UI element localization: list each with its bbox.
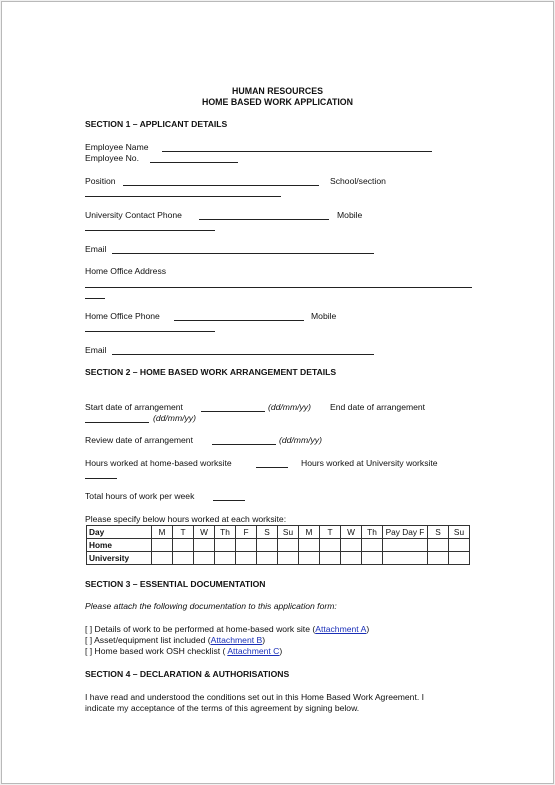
table-cell[interactable] xyxy=(341,539,362,552)
table-cell[interactable] xyxy=(257,539,278,552)
start-date-field[interactable] xyxy=(201,411,265,412)
table-header-cell: Su xyxy=(278,526,299,539)
school-section-field[interactable] xyxy=(85,196,281,197)
attachments-instruction: Please attach the following documentation to this application form: xyxy=(85,601,337,611)
total-hours-field[interactable] xyxy=(213,500,245,501)
table-header-cell: T xyxy=(173,526,194,539)
section2-heading: SECTION 2 – HOME BASED WORK ARRANGEMENT DETAILS xyxy=(85,367,337,377)
table-header-cell: F xyxy=(236,526,257,539)
table-header-cell: Day xyxy=(87,526,152,539)
mobile-label-2: Mobile xyxy=(311,311,337,321)
attachment-item-text: [ ] Details of work to be performed at home-based work site ( xyxy=(85,624,316,634)
home-office-phone-field[interactable] xyxy=(174,320,304,321)
table-cell[interactable] xyxy=(320,539,341,552)
attachment-item[interactable] xyxy=(85,646,282,656)
employee-name-label: Employee Name xyxy=(85,142,149,152)
table-cell[interactable] xyxy=(299,552,320,565)
table-cell[interactable] xyxy=(236,539,257,552)
doc-title-line1: HUMAN RESOURCES xyxy=(232,86,323,96)
hours-table-header-row xyxy=(87,526,470,539)
table-cell[interactable] xyxy=(173,539,194,552)
declaration-text-line1: I have read and understood the conditions set out in this Home Based Work Agreement. I xyxy=(85,692,425,702)
hours-home-label: Hours worked at home-based worksite xyxy=(85,458,232,468)
university-phone-field[interactable] xyxy=(199,219,329,220)
hours-university-field[interactable] xyxy=(85,478,117,479)
email-label-1: Email xyxy=(85,244,107,254)
table-cell[interactable] xyxy=(194,552,215,565)
position-field[interactable] xyxy=(123,185,319,186)
attachment-a-link[interactable]: Attachment A xyxy=(315,624,367,634)
table-cell[interactable] xyxy=(362,552,383,565)
home-office-address-field-cont[interactable] xyxy=(85,298,105,299)
table-cell[interactable] xyxy=(449,539,470,552)
declaration-text-line2: indicate my acceptance of the terms of this agreement by signing below. xyxy=(85,703,360,713)
table-header-cell: Pay Day F xyxy=(383,526,428,539)
attachment-item-text: [ ] Asset/equipment list included ( xyxy=(85,635,211,645)
position-label: Position xyxy=(85,176,116,186)
table-row xyxy=(87,552,470,565)
table-cell[interactable] xyxy=(299,539,320,552)
mobile-field-2[interactable] xyxy=(85,331,215,332)
review-date-field[interactable] xyxy=(212,444,276,445)
section1-heading: SECTION 1 – APPLICANT DETAILS xyxy=(85,119,228,129)
hours-university-label: Hours worked at University worksite xyxy=(301,458,438,468)
table-cell[interactable] xyxy=(236,552,257,565)
doc-title-line2: HOME BASED WORK APPLICATION xyxy=(201,97,353,107)
school-section-label: School/section xyxy=(330,176,386,186)
attachment-item[interactable] xyxy=(85,635,265,645)
table-header-cell: W xyxy=(194,526,215,539)
table-cell[interactable] xyxy=(341,552,362,565)
table-header-cell: S xyxy=(257,526,278,539)
employee-no-label: Employee No. xyxy=(85,153,139,163)
table-cell[interactable] xyxy=(278,539,299,552)
hours-table xyxy=(86,525,470,565)
table-row-label: Home xyxy=(87,539,152,552)
review-date-label: Review date of arrangement xyxy=(85,435,193,445)
section3-heading: SECTION 3 – ESSENTIAL DOCUMENTATION xyxy=(85,579,266,589)
total-hours-label: Total hours of work per week xyxy=(85,491,195,501)
start-date-label: Start date of arrangement xyxy=(85,402,183,412)
table-cell[interactable] xyxy=(194,539,215,552)
employee-no-field[interactable] xyxy=(150,162,238,163)
home-office-phone-label: Home Office Phone xyxy=(85,311,160,321)
table-header-cell: M xyxy=(299,526,320,539)
table-row-label: University xyxy=(87,552,152,565)
table-cell[interactable] xyxy=(173,552,194,565)
table-header-cell: S xyxy=(428,526,449,539)
employee-name-field[interactable] xyxy=(162,151,432,152)
email-field-1[interactable] xyxy=(112,253,374,254)
table-cell[interactable] xyxy=(449,552,470,565)
home-office-address-field[interactable] xyxy=(85,287,472,288)
start-date-format: (dd/mm/yy) xyxy=(268,402,311,412)
table-cell[interactable] xyxy=(152,539,173,552)
review-date-format: (dd/mm/yy) xyxy=(279,435,322,445)
university-phone-label: University Contact Phone xyxy=(85,210,182,220)
document-page xyxy=(1,1,554,784)
attachment-b-link[interactable]: Attachment B xyxy=(210,635,263,645)
end-date-field[interactable] xyxy=(85,422,149,423)
home-office-address-label: Home Office Address xyxy=(85,266,167,276)
table-cell[interactable] xyxy=(152,552,173,565)
table-header-cell: Th xyxy=(215,526,236,539)
table-cell[interactable] xyxy=(215,552,236,565)
end-date-format: (dd/mm/yy) xyxy=(153,413,196,423)
table-row xyxy=(87,539,470,552)
table-cell[interactable] xyxy=(278,552,299,565)
table-header-cell: T xyxy=(320,526,341,539)
table-cell[interactable] xyxy=(257,552,278,565)
attachment-item-suffix: ) xyxy=(279,646,283,656)
table-header-cell: Th xyxy=(362,526,383,539)
mobile-label-1: Mobile xyxy=(337,210,363,220)
table-cell[interactable] xyxy=(215,539,236,552)
email-label-2: Email xyxy=(85,345,107,355)
attachment-item[interactable] xyxy=(85,624,369,634)
mobile-field-1[interactable] xyxy=(85,230,215,231)
table-cell[interactable] xyxy=(428,539,449,552)
end-date-label: End date of arrangement xyxy=(330,402,426,412)
hours-table-intro: Please specify below hours worked at each worksite: xyxy=(85,514,287,524)
table-cell[interactable] xyxy=(320,552,341,565)
table-header-cell: M xyxy=(152,526,173,539)
table-header-cell: W xyxy=(341,526,362,539)
attachment-item-suffix: ) xyxy=(366,624,370,634)
email-field-2[interactable] xyxy=(112,354,374,355)
table-cell[interactable] xyxy=(428,552,449,565)
table-header-cell: Su xyxy=(449,526,470,539)
section4-heading: SECTION 4 – DECLARATION & AUTHORISATIONS xyxy=(85,669,290,679)
table-cell[interactable] xyxy=(383,539,428,552)
hours-home-field[interactable] xyxy=(256,467,288,468)
table-cell[interactable] xyxy=(383,552,428,565)
table-cell[interactable] xyxy=(362,539,383,552)
attachment-c-link[interactable]: Attachment C xyxy=(227,646,280,656)
attachment-item-suffix: ) xyxy=(262,635,266,645)
attachment-item-text: [ ] Home based work OSH checklist ( xyxy=(85,646,228,656)
